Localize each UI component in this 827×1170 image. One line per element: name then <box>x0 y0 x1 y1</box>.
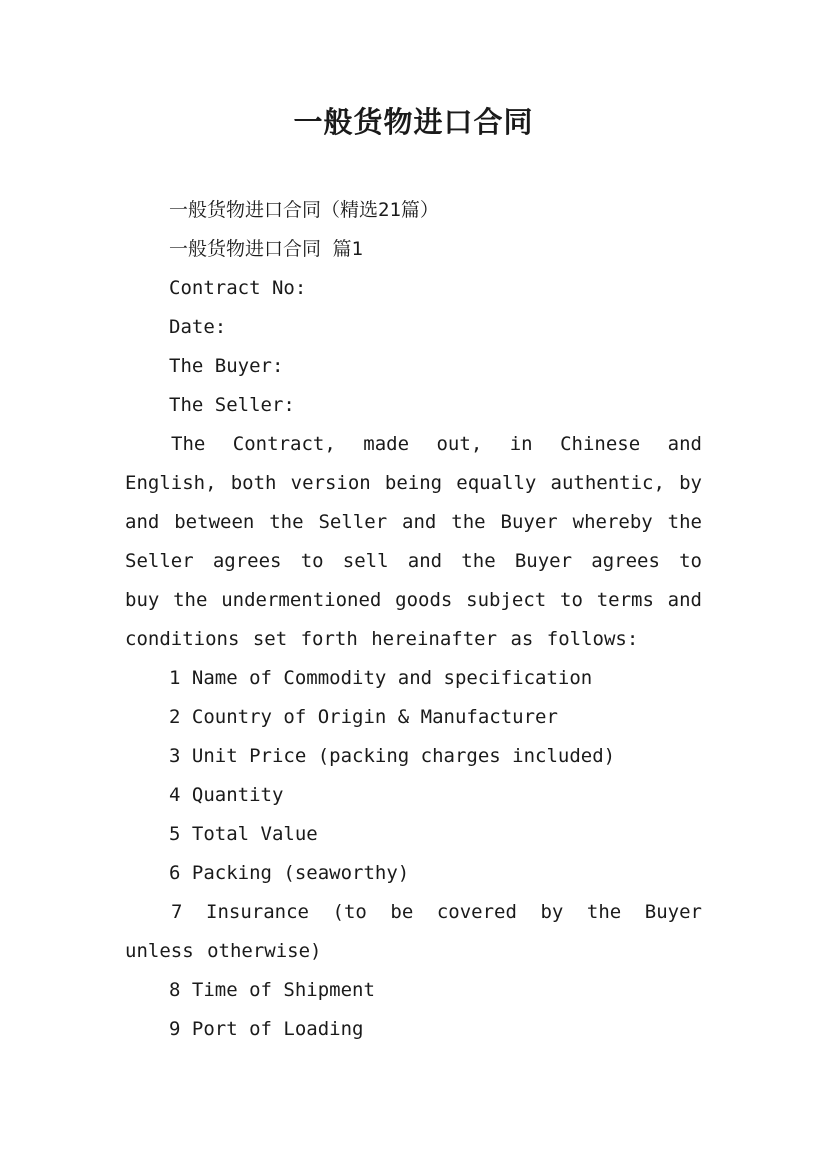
document-title: 一般货物进口合同 <box>293 105 534 139</box>
clause-2: 2 Country of Origin & Manufacturer <box>169 706 558 728</box>
clause-5: 5 Total Value <box>169 823 318 845</box>
clause-9: 9 Port of Loading <box>169 1018 364 1040</box>
document-body <box>125 191 702 1049</box>
clause-6: 6 Packing (seaworthy) <box>169 862 410 884</box>
contract-no-field: Contract No: <box>169 277 307 299</box>
seller-field: The Seller: <box>169 394 295 416</box>
intro-paragraph: The Contract, made out, in Chinese and English, both version being equally authentic, by and between the Seller and the Buyer whereby the Seller agrees to sell and the Buyer agrees to buy the undermentioned goods subject to terms and conditions set forth hereinafter as follows: <box>125 433 702 650</box>
clause-8: 8 Time of Shipment <box>169 979 375 1001</box>
clause-4: 4 Quantity <box>169 784 284 806</box>
section-heading: 一般货物进口合同 篇1 <box>169 238 363 260</box>
buyer-field: The Buyer: <box>169 355 284 377</box>
clause-7: 7 Insurance (to be covered by the Buyer unless otherwise) <box>125 901 702 962</box>
clause-3: 3 Unit Price (packing charges included) <box>169 745 616 767</box>
date-field: Date: <box>169 316 227 338</box>
clause-1: 1 Name of Commodity and specification <box>169 667 593 689</box>
subtitle-line: 一般货物进口合同（精选21篇） <box>169 199 439 221</box>
